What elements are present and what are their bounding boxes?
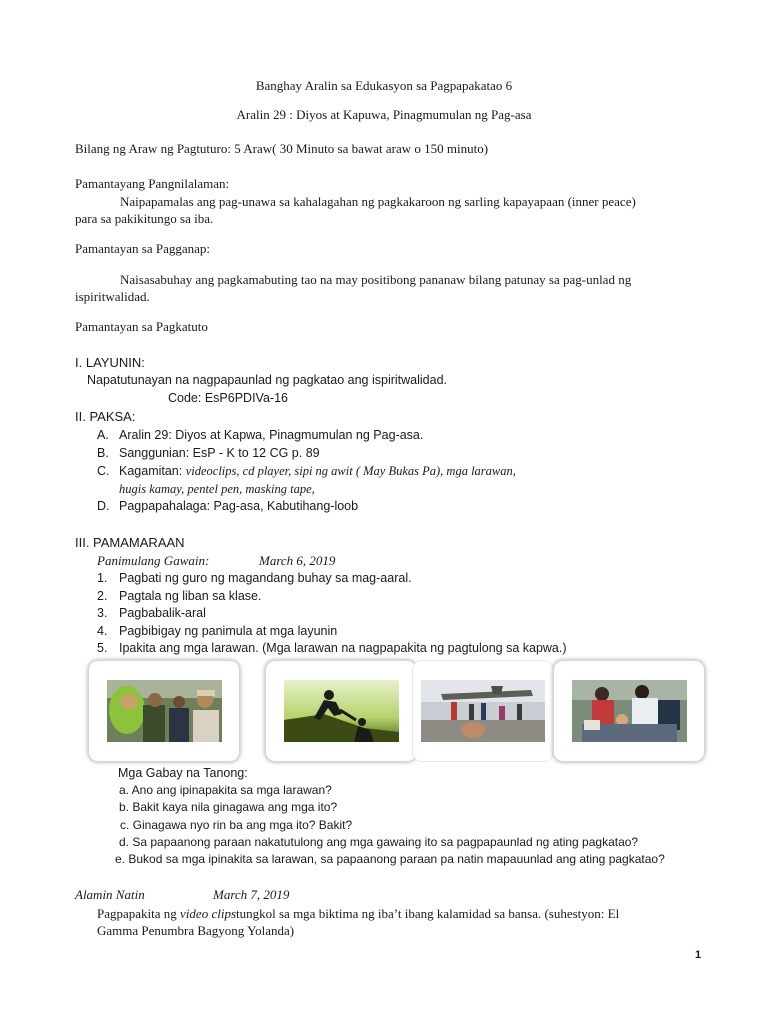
subject-item-marker: A. (97, 428, 109, 442)
subject-item-text: Sanggunian: EsP - K to 12 CG p. 89 (119, 446, 320, 460)
guide-question: e. Bukod sa mga ipinakita sa larawan, sa papaanong paraan pa natin mapauunlad ang ating pagkatao? (115, 852, 665, 866)
step-text: Pagbabalik-aral (119, 606, 206, 620)
teaching-days: Bilang ng Araw ng Pagtuturo: 5 Araw( 30 Minuto sa bawat araw o 150 minuto) (75, 141, 489, 156)
activity-label: Panimulang Gawain: (97, 553, 210, 568)
alamin-label: Alamin Natin (75, 887, 145, 902)
learning-standard-label: Pamantayan sa Pagkatuto (75, 319, 208, 334)
lesson-title: Aralin 29 : Diyos at Kapuwa, Pinagmumulan ng Pag-asa (236, 107, 532, 122)
content-standard-label: Pamantayang Pangnilalaman: (75, 176, 230, 191)
content-standard-line2: para sa pakikitungo sa iba. (75, 211, 214, 226)
photo-card-helping-hand (265, 660, 417, 762)
guide-question: a. Ano ang ipinapakita sa mga larawan? (119, 783, 332, 797)
subject-item-text: Pagpapahalaga: Pag-asa, Kabutihang-loob (119, 499, 359, 513)
medical-aid-photo (572, 680, 687, 742)
subject-item-marker: D. (97, 499, 110, 513)
performance-standard-line1: Naisasabuhay ang pagkamabuting tao na may positibong pananaw bilang patunay sa pag-unlad ng (120, 272, 632, 287)
objectives-text: Napatutunayan na nagpapaunlad ng pagkatao ang ispiritwalidad. (87, 373, 448, 387)
performance-standard-line2: ispiritwalidad. (75, 289, 150, 304)
step-marker: 5. (97, 641, 108, 655)
alamin-text-pre: Pagpapakita ng (97, 906, 181, 921)
subject-item-text: Aralin 29: Diyos at Kapwa, Pinagmumulan ng Pag-asa. (119, 428, 424, 442)
photo-card-medical (553, 660, 705, 762)
evacuation-photo (421, 680, 545, 742)
step-text: Pagbibigay ng panimula at mga layunin (119, 624, 338, 638)
step-marker: 2. (97, 589, 108, 603)
subject-heading: II. PAKSA: (75, 409, 136, 424)
document-title: Banghay Aralin sa Edukasyon sa Pagpapakatao 6 (255, 78, 513, 93)
step-text: Ipakita ang mga larawan. (Mga larawan na nagpapakita ng pagtulong sa kapwa.) (119, 641, 567, 655)
performance-standard-label: Pamantayan sa Pagganap: (75, 241, 211, 256)
guide-question: d. Sa papaanong paraan nakatutulong ang mga gawaing ito sa pagpapaunlad ng ating pagkatao? (119, 835, 639, 849)
step-marker: 1. (97, 571, 108, 585)
photo-card-relief (88, 660, 240, 762)
photo-card-evacuation (412, 660, 554, 762)
materials-label: Kagamitan: (119, 464, 186, 478)
materials-list: videoclips, cd player, sipi ng awit ( May Bukas Pa), mga larawan, (185, 464, 516, 478)
subject-item-text (119, 464, 516, 479)
guide-question: c. Ginagawa nyo rin ba ang mga ito? Bakit? (120, 818, 353, 832)
alamin-text-line1 (97, 906, 619, 922)
alamin-text-line2: Gamma Penumbra Bagyong Yolanda) (97, 923, 295, 938)
guide-questions-heading: Mga Gabay na Tanong: (118, 766, 248, 780)
subject-item-marker: C. (97, 464, 110, 478)
step-marker: 4. (97, 624, 108, 638)
subject-item-marker: B. (97, 446, 109, 460)
procedure-heading: III. PAMAMARAAN (75, 535, 185, 550)
materials-list-continued: hugis kamay, pentel pen, masking tape, (119, 482, 315, 496)
alamin-text-post: tungkol sa mga biktima ng iba’t ibang kalamidad sa bansa. (suhestyon: El (236, 906, 620, 921)
step-marker: 3. (97, 606, 108, 620)
alamin-text-italic: video clips (180, 906, 237, 921)
relief-goods-photo (107, 680, 222, 742)
page-number: 1 (695, 949, 702, 961)
helping-hand-photo (284, 680, 399, 742)
objectives-code: Code: EsP6PDIVa-16 (168, 391, 288, 405)
alamin-date: March 7, 2019 (213, 887, 290, 902)
guide-question: b. Bakit kaya nila ginagawa ang mga ito? (119, 800, 338, 814)
activity-date: March 6, 2019 (259, 553, 336, 568)
step-text: Pagbati ng guro ng magandang buhay sa mag-aaral. (119, 571, 412, 585)
objectives-heading: I. LAYUNIN: (75, 355, 145, 370)
content-standard-line1: Naipapamalas ang pag-unawa sa kahalagahan ng pagkakaroon ng sarling kapayapaan (inner peace) (120, 194, 636, 209)
step-text: Pagtala ng liban sa klase. (119, 589, 262, 603)
